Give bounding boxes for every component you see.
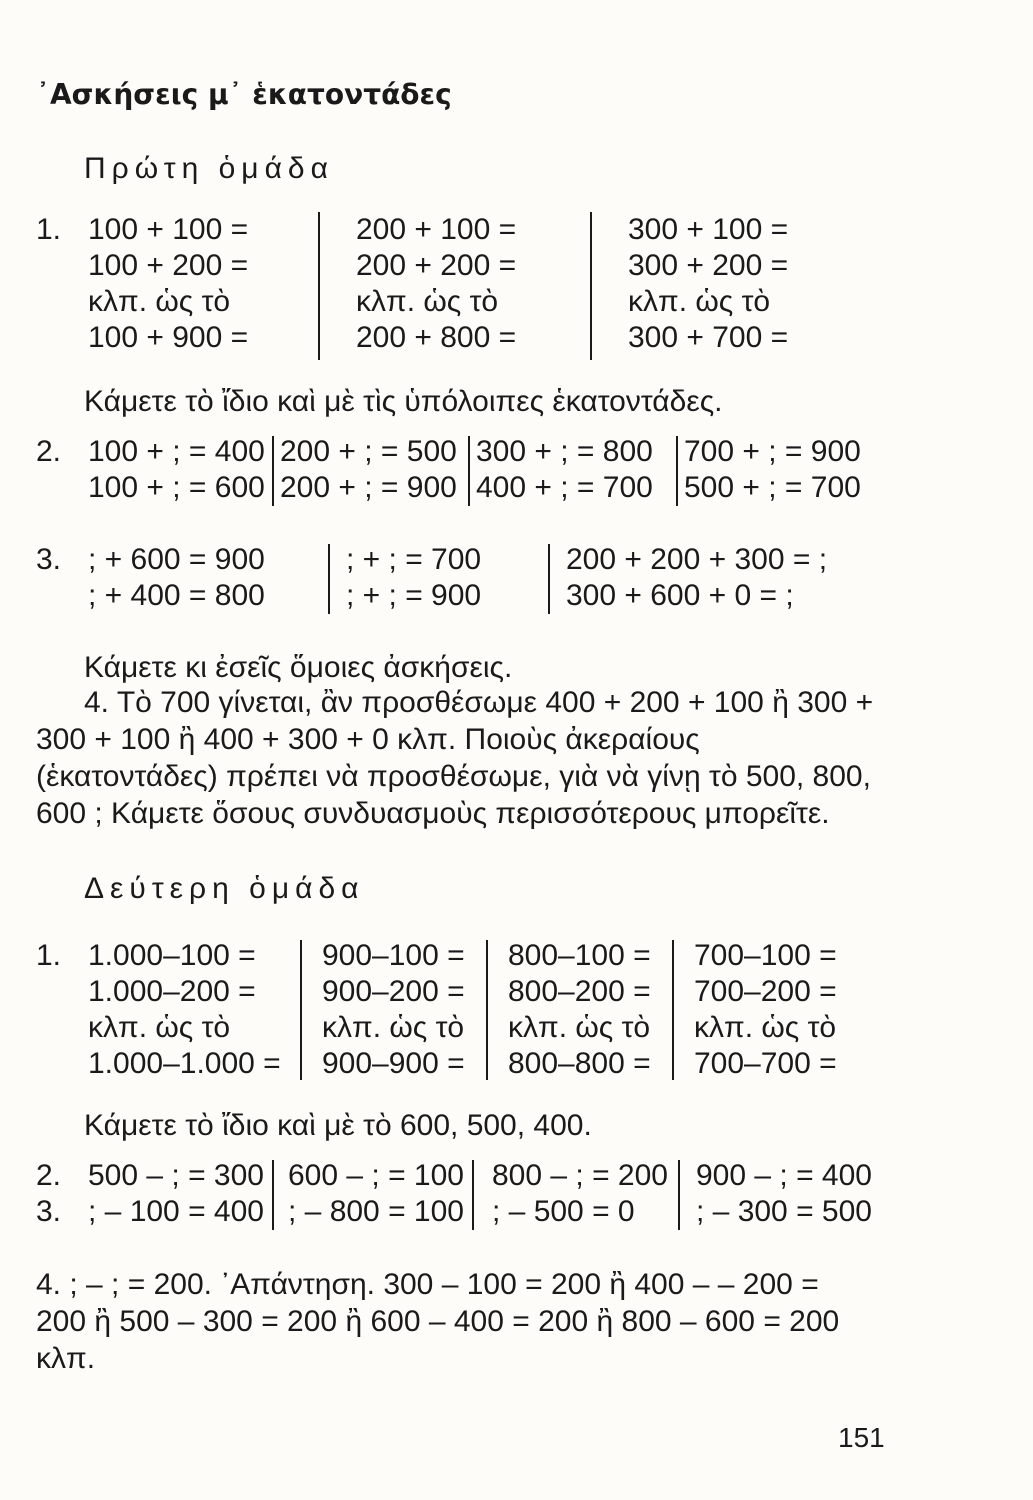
divider: [548, 544, 550, 614]
divider: [672, 940, 674, 1080]
g1-ex1-col-2: 200 + 100 = 200 + 200 = κλπ. ὡς τὸ 200 + 800 =: [356, 213, 517, 354]
divider: [678, 1160, 680, 1230]
g1-ex3-col-3: 200 + 200 + 300 = ; 300 + 600 + 0 = ;: [566, 543, 828, 612]
g1-ex1-col-3: 300 + 100 = 300 + 200 = κλπ. ὡς τὸ 300 + 700 =: [628, 213, 789, 354]
g2-ex23-numbers: 2. 3.: [36, 1159, 62, 1228]
group1-heading: Πρώτη ὁμάδα: [84, 152, 334, 185]
divider: [272, 436, 274, 506]
g2-ex1-number: 1.: [36, 939, 62, 972]
g2-ex1-col-3: 800–100 = 800–200 = κλπ. ὡς τὸ 800–800 =: [508, 939, 651, 1080]
g1-ex2-col-1: 100 + ; = 400 100 + ; = 600: [88, 435, 265, 504]
g2-ex1-col-4: 700–100 = 700–200 = κλπ. ὡς τὸ 700–700 =: [694, 939, 837, 1080]
g2-ex1-col-1: 1.000–100 = 1.000–200 = κλπ. ὡς τὸ 1.000–1.000 =: [88, 939, 281, 1080]
g1-ex2-col-3: 300 + ; = 800 400 + ; = 700: [476, 435, 653, 504]
g2-ex23-col-1: 500 – ; = 300 ; – 100 = 400: [88, 1159, 264, 1228]
group2-heading: Δεύτερη ὁμάδα: [84, 872, 365, 905]
divider: [318, 212, 320, 360]
g1-ex1-note: Κάμετε τὸ ἴδιο καὶ μὲ τὶς ὑπόλοιπες ἑκατοντάδες.: [84, 385, 723, 418]
g1-ex1-number: 1.: [36, 213, 62, 246]
divider: [676, 436, 678, 506]
divider: [300, 940, 302, 1080]
g2-ex23-col-3: 800 – ; = 200 ; – 500 = 0: [492, 1159, 668, 1228]
g1-ex2-col-4: 700 + ; = 900 500 + ; = 700: [684, 435, 861, 504]
divider: [272, 1160, 274, 1230]
g1-ex2-number: 2.: [36, 435, 62, 468]
divider: [590, 212, 592, 360]
page-title: ᾿Ασκήσεις μ᾿ ἑκατοντάδες: [36, 78, 452, 111]
g1-ex3-number: 3.: [36, 543, 62, 576]
g2-ex4-text: 4. ; – ; = 200. ᾿Απάντηση. 300 – 100 = 200 ἢ 400 – – 200 = 200 ἢ 500 – 300 = 200 ἢ 600 – 400 = 200 ἢ 800 – 600 = 200 κλπ.: [36, 1268, 840, 1375]
divider: [468, 436, 470, 506]
page-number: 151: [838, 1422, 885, 1453]
divider: [472, 1160, 474, 1230]
g1-ex3-col-2: ; + ; = 700 ; + ; = 900: [346, 543, 482, 612]
g2-ex1-note: Κάμετε τὸ ἴδιο καὶ μὲ τὸ 600, 500, 400.: [84, 1109, 592, 1142]
g1-ex3-note: Κάμετε κι ἐσεῖς ὅμοιες ἀσκήσεις.: [84, 651, 513, 684]
g1-ex3-col-1: ; + 600 = 900 ; + 400 = 800: [88, 543, 265, 612]
g1-ex4-text: 4. Τὸ 700 γίνεται, ἂν προσθέσωμε 400 + 200 + 100 ἢ 300 + 300 + 100 ἢ 400 + 300 + 0 κλπ. Ποιοὺς ἀκεραίους (ἑκατοντάδες) πρέπει νὰ προσθέσωμε, γιὰ νὰ γίνῃ τὸ 500, 800, 600 ; Κάμετε ὅσους συνδυασμοὺς περισσότερους μπορεῖτε.: [36, 686, 874, 830]
g2-ex1-col-2: 900–100 = 900–200 = κλπ. ὡς τὸ 900–900 =: [322, 939, 465, 1080]
g2-ex23-col-4: 900 – ; = 400 ; – 300 = 500: [696, 1159, 872, 1228]
divider: [486, 940, 488, 1080]
divider: [328, 544, 330, 614]
g2-ex23-col-2: 600 – ; = 100 ; – 800 = 100: [288, 1159, 464, 1228]
g1-ex2-col-2: 200 + ; = 500 200 + ; = 900: [280, 435, 457, 504]
g1-ex1-col-1: 100 + 100 = 100 + 200 = κλπ. ὡς τὸ 100 + 900 =: [88, 213, 249, 354]
